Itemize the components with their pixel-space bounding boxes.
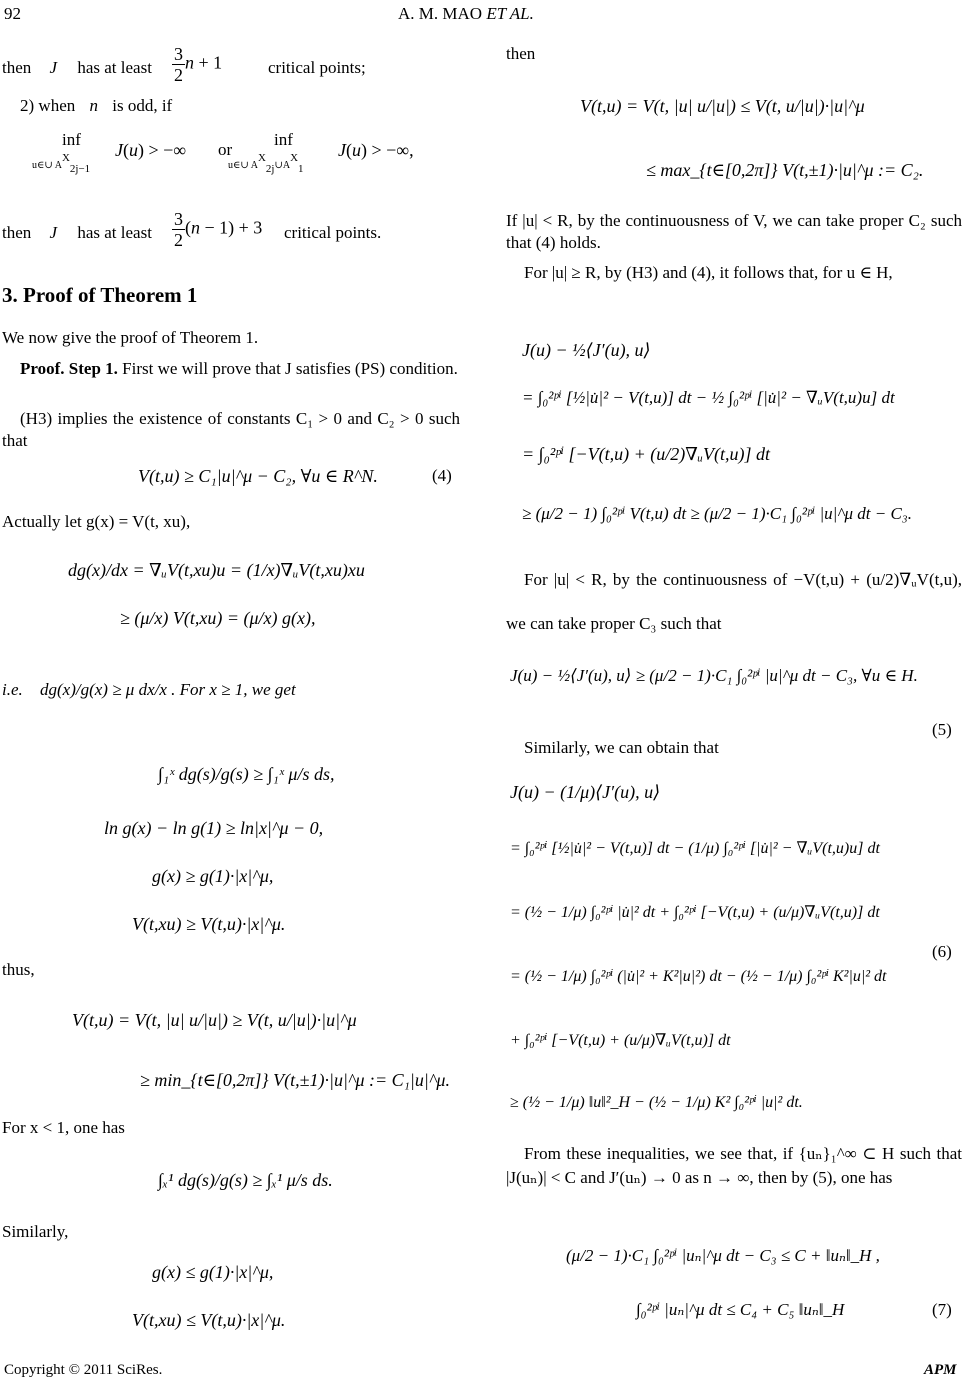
j-line-4: ≥ (μ/2 − 1) ∫₀²ᵖⁱ V(t,u) dt ≥ (μ/2 − 1)·C₁ ∫₀²ᵖⁱ |u|^μ dt − C₃. <box>522 504 912 523</box>
proof-step-label: Proof. Step 1. <box>20 359 118 378</box>
k-line-3: = (½ − 1/μ) ∫₀²ᵖⁱ |u̇|² dt + ∫₀²ᵖⁱ [−V(t,u) + (u/μ)∇ᵤV(t,u)] dt <box>510 904 880 921</box>
expr-3-2-n-minus-1-plus-3: $\frac{3}{2}$ (n − 1) + 3 <box>174 209 263 250</box>
integral-line-1: ∫₁ˣ dg(s)/g(s) ≥ ∫₁ˣ μ/s ds, <box>158 764 335 784</box>
paragraph-for-u-lt-r: For |u| < R, by the continuousness of −V(t,u) + (u/2)∇ᵤV(t,u), we can take proper C₃ such that <box>506 570 962 633</box>
text-then: then <box>2 58 32 77</box>
equation-5-number: (5) <box>932 720 952 739</box>
equation-5: J(u) − ½⟨J′(u), u⟩ ≥ (μ/2 − 1)·C₁ ∫₀²ᵖⁱ |u|^μ dt − C₃, ∀u ∈ H. <box>510 666 918 685</box>
footer-copyright: Copyright © 2011 SciRes. <box>4 1362 163 1378</box>
derivative-line-2: ≥ (μ/x) V(t,xu) = (μ/x) g(x), <box>120 608 316 628</box>
page-number: 92 <box>4 4 21 23</box>
var-J: J <box>49 223 58 242</box>
derivative-line-1: dg(x)/dx = ∇ᵤV(t,xu)u = (1/x)∇ᵤV(t,xu)xu <box>68 560 365 580</box>
j-line-3: = ∫₀²ᵖⁱ [−V(t,u) + (u/2)∇ᵤV(t,u)] dt <box>522 444 771 464</box>
text-ie: i.e. <box>2 680 23 699</box>
var-J: J <box>49 58 58 77</box>
section-heading: 3. Proof of Theorem 1 <box>2 283 198 307</box>
inf-2-expr: J(u) > −∞, <box>338 140 414 160</box>
inf-2-subscript: u∈∪ AX2j∪AX1 <box>228 152 304 175</box>
running-head-authors: A. M. MAO <box>398 4 483 23</box>
text-similarly: Similarly, <box>2 1222 69 1241</box>
text-actually-let: Actually let g(x) = V(t, xu), <box>2 512 191 531</box>
similar-line-2: V(t,xu) ≤ V(t,u)·|x|^μ. <box>132 1310 286 1330</box>
text-critical-points-2: critical points. <box>284 223 382 242</box>
paragraph-if-u-lt-r: If |u| < R, by the continuousness of V, we can take proper C₂ such that (4) holds. <box>506 211 962 252</box>
text-has-at-least: has at least <box>77 223 152 242</box>
text-then-right: then <box>506 44 536 63</box>
j-line-1: J(u) − ½⟨J′(u), u⟩ <box>522 340 651 360</box>
line-then-2 <box>2 223 152 243</box>
text-or: or <box>218 140 233 159</box>
thus-line-2: ≥ min_{t∈[0,2π]} V(t,±1)·|u|^μ := C₁|u|^μ. <box>140 1070 450 1090</box>
text-is-odd: is odd, if <box>112 96 173 115</box>
text-thus: thus, <box>2 960 35 979</box>
paragraph-proof-step1 <box>2 358 460 379</box>
text-critical-points-1: critical points; <box>268 58 366 77</box>
equation-4: V(t,u) ≥ C₁|u|^μ − C₂, ∀u ∈ R^N. <box>138 466 378 486</box>
k-line-1: J(u) − (1/μ)⟨J′(u), u⟩ <box>510 782 661 802</box>
integral-x-lt-1: ∫ₓ¹ dg(s)/g(s) ≥ ∫ₓ¹ μ/s ds. <box>158 1170 333 1190</box>
v-bound-line: V(t,xu) ≥ V(t,u)·|x|^μ. <box>132 914 286 934</box>
log-line: ln g(x) − ln g(1) ≥ ln|x|^μ − 0, <box>104 818 324 838</box>
inf-2: inf <box>274 130 293 149</box>
equation-7-number: (7) <box>932 1300 952 1319</box>
paragraph-intro: We now give the proof of Theorem 1. <box>2 328 259 347</box>
line-when-odd <box>20 96 172 116</box>
text-has-at-least: has at least <box>77 58 152 77</box>
text-for-x-lt-1: For x < 1, one has <box>2 1118 125 1137</box>
inf-1: inf <box>62 130 81 149</box>
var-n: n <box>89 96 98 115</box>
right-line-2: ≤ max_{t∈[0,2π]} V(t,±1)·|u|^μ := C₂. <box>646 160 924 180</box>
k-line-4: = (½ − 1/μ) ∫₀²ᵖⁱ (|u̇|² + K²|u|²) dt − (½ − 1/μ) ∫₀²ᵖⁱ K²|u|² dt <box>510 968 887 985</box>
similar-line-1: g(x) ≤ g(1)·|x|^μ, <box>152 1262 274 1282</box>
text-then: then <box>2 223 32 242</box>
g-bound-line: g(x) ≥ g(1)·|x|^μ, <box>152 866 274 886</box>
expr-3-2n-plus-1: $\frac{3}{2}$ n + 1 <box>174 44 223 85</box>
inf-1-expr: J(u) > −∞ <box>115 140 187 160</box>
text-when: 2) when <box>20 96 76 115</box>
line-then-1 <box>2 58 152 78</box>
equation-4-number: (4) <box>432 466 452 485</box>
j-line-2: = ∫₀²ᵖⁱ [½|u̇|² − V(t,u)] dt − ½ ∫₀²ᵖⁱ [|u̇|² − ∇ᵤV(t,u)u] dt <box>522 388 895 407</box>
k-line-5: + ∫₀²ᵖⁱ [−V(t,u) + (u/μ)∇ᵤV(t,u)] dt <box>510 1032 731 1049</box>
thus-line-1: V(t,u) = V(t, |u| u/|u|) ≥ V(t, u/|u|)·|u|^μ <box>72 1010 357 1030</box>
right-line-1: V(t,u) = V(t, |u| u/|u|) ≤ V(t, u/|u|)·|u|^μ <box>580 96 865 116</box>
running-head-etal: ET AL. <box>486 4 534 23</box>
m-line-2: ∫₀²ᵖⁱ |uₙ|^μ dt ≤ C₄ + C₅ ‖uₙ‖_H <box>636 1300 845 1319</box>
m-line-1: (μ/2 − 1)·C₁ ∫₀²ᵖⁱ |uₙ|^μ dt − C₃ ≤ C + ‖uₙ‖_H , <box>566 1246 880 1265</box>
inf-1-subscript: u∈∪ AX2j−1 <box>32 152 91 175</box>
k-line-6: ≥ (½ − 1/μ) ‖u‖²_H − (½ − 1/μ) K² ∫₀²ᵖⁱ |u|² dt. <box>510 1094 803 1111</box>
paragraph-h3: (H3) implies the existence of constants C₁ > 0 and C₂ > 0 such that <box>2 409 460 450</box>
k-line-2: = ∫₀²ᵖⁱ [½|u̇|² − V(t,u)] dt − (1/μ) ∫₀²ᵖⁱ [|u̇|² − ∇ᵤV(t,u)u] dt <box>510 840 880 857</box>
footer-journal: APM <box>924 1362 957 1378</box>
equation-6-number: (6) <box>932 942 952 961</box>
text-similarly-right: Similarly, we can obtain that <box>524 738 719 757</box>
ie-expression: dg(x)/g(x) ≥ μ dx/x . For x ≥ 1, we get <box>40 680 296 699</box>
paragraph-from-these: From these inequalities, we see that, if {uₙ}₁^∞ ⊂ H such that |J(uₙ)| < C and J′(uₙ) → 0 as n → ∞, then by (5), one has <box>506 1144 962 1187</box>
running-head <box>398 4 534 24</box>
proof-step-text: First we will prove that J satisfies (PS) condition. <box>122 359 458 378</box>
paragraph-for-u-ge-r: For |u| ≥ R, by (H3) and (4), it follows that, for u ∈ H, <box>524 263 893 282</box>
